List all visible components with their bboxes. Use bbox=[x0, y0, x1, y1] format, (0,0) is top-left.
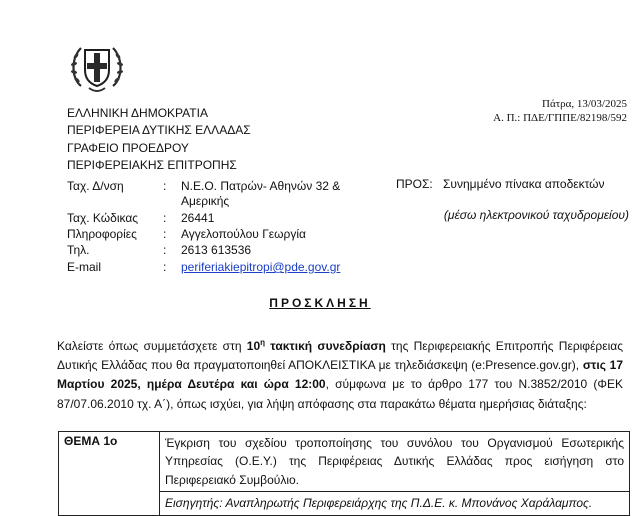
email-label: E-mail bbox=[67, 260, 102, 274]
header-line-office: ΓΡΑΦΕΙΟ ΠΡΟΕΔΡΟΥ bbox=[67, 140, 189, 155]
header-line-republic: ΕΛΛΗΝΙΚΗ ΔΗΜΟΚΡΑΤΙΑ bbox=[67, 106, 208, 120]
separator: : bbox=[163, 211, 167, 225]
address-value-cont: Αμερικής bbox=[181, 194, 230, 208]
agenda-table bbox=[58, 431, 630, 516]
agenda-row bbox=[59, 432, 630, 492]
recipient-label: ΠΡΟΣ: bbox=[396, 177, 433, 191]
separator: : bbox=[163, 227, 167, 241]
document-title-text: ΠΡΟΣΚΛΗΣΗ bbox=[269, 296, 371, 310]
recipient-value: Συνημμένο πίνακα αποδεκτών bbox=[443, 177, 605, 191]
paragraph-body: της Περιφερειακής Επιτροπής Περιφέρειας Δυτικής Ελλάδας που θα πραγματοποιηθεί ΑΠΟΚΛΕΙΣΤΙΚΑ με τηλεδιάσκεψη (e:Presence.gov.gr), bbox=[57, 339, 623, 373]
address-value: Ν.Ε.Ο. Πατρών- Αθηνών 32 & bbox=[181, 179, 341, 193]
issuer-header bbox=[67, 105, 251, 175]
agenda-rapporteur: Εισηγητής: Αναπληρωτής Περιφερειάρχης της Π.Δ.Ε. κ. Μπονάνος Χαράλαμπος. bbox=[160, 492, 630, 515]
separator: : bbox=[163, 179, 167, 193]
meeting-datetime: στις 17 Μαρτίου 2025, ημέρα Δευτέρα και ώρα 12:00 bbox=[57, 358, 623, 392]
protocol-number: Α. Π.: ΠΔΕ/ΓΠΠΕ/82198/592 bbox=[493, 112, 627, 124]
phone-value: 2613 613536 bbox=[181, 243, 252, 257]
header-line-region: ΠΕΡΙΦΕΡΕΙΑ ΔΥΤΙΚΗΣ ΕΛΛΑΔΑΣ bbox=[67, 123, 251, 138]
paragraph-intro: Καλείστε όπως συμμετάσχετε στη bbox=[57, 339, 247, 353]
info-value: Αγγελοπούλου Γεωργία bbox=[181, 227, 306, 241]
document-date: Πάτρα, 13/03/2025 bbox=[542, 98, 627, 110]
separator: : bbox=[163, 260, 167, 274]
email-link[interactable]: periferiakiepitropi@pde.gov.gr bbox=[181, 260, 341, 274]
separator: : bbox=[163, 243, 167, 257]
document-title bbox=[0, 296, 640, 310]
agenda-topic: ΘΕΜΑ 1ο bbox=[59, 432, 160, 516]
paragraph-legal: , σύμφωνα με το άρθρο 177 του Ν.3852/2010 (ΦΕΚ 87/07.06.2010 τχ. Α΄), όπως ισχύει, για λήψη απόφασης στα παρακάτω θέματα ημερήσιας διάταξης: bbox=[57, 377, 623, 411]
header-line-committee: ΠΕΡΙΦΕΡΕΙΑΚΗΣ ΕΠΙΤΡΟΠΗΣ bbox=[67, 158, 237, 173]
session-number: $10^\eta$ τακτική συνεδρίαση bbox=[246, 338, 386, 353]
address-label: Ταχ. Δ/νση bbox=[67, 179, 124, 193]
postcode-label: Ταχ. Κώδικας bbox=[67, 211, 139, 225]
greek-coat-of-arms-icon bbox=[67, 38, 127, 98]
session-ordinal-suffix: η bbox=[260, 338, 266, 347]
postcode-value: 26441 bbox=[181, 211, 215, 225]
agenda-description: Έγκριση του σχεδίου τροποποίησης του συνόλου του Οργανισμού Εσωτερικής Υπηρεσίας (Ο.Ε.Υ.) της Περιφέρειας Δυτικής Ελλάδας προς εισήγηση στο Περιφερειακό Συμβούλιο. bbox=[160, 432, 630, 492]
invitation-paragraph bbox=[57, 333, 623, 414]
phone-label: Τηλ. bbox=[67, 243, 90, 257]
recipient-note: (μέσω ηλεκτρονικού ταχυδρομείου) bbox=[443, 208, 629, 222]
info-label: Πληροφορίες bbox=[67, 227, 137, 241]
